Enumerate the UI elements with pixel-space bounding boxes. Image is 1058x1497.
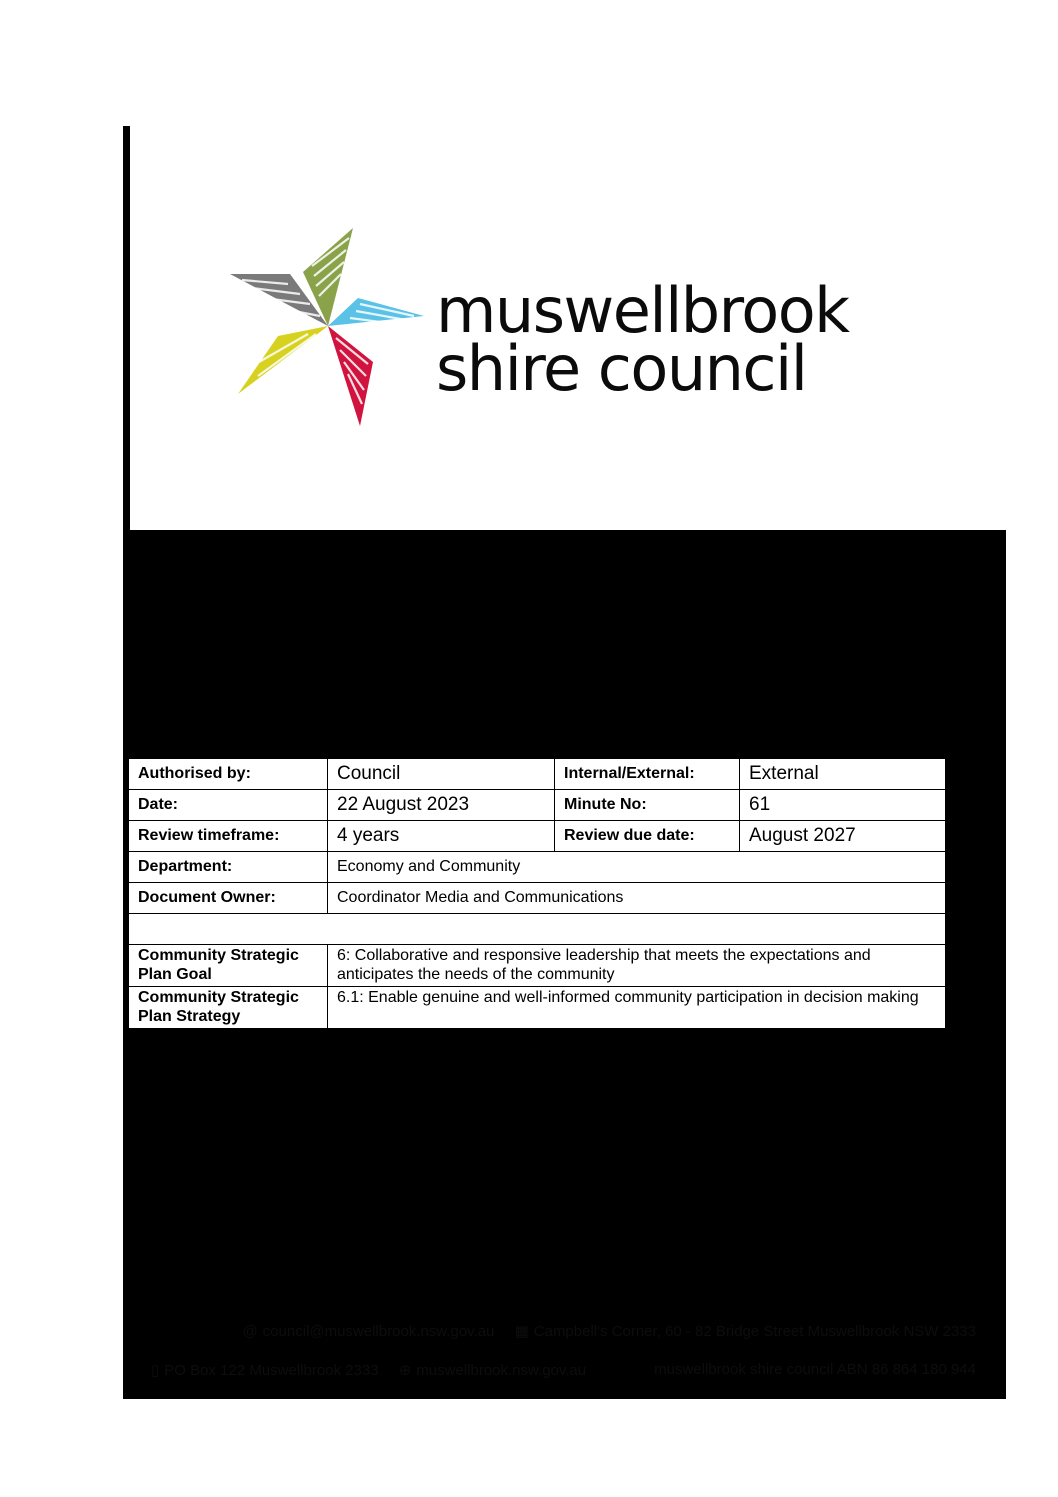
table-row — [129, 883, 946, 914]
document-owner-label: Document Owner: — [129, 883, 328, 914]
minute-no-label: Minute No: — [555, 790, 740, 821]
minute-no-value: 61 — [740, 790, 946, 821]
review-timeframe-value: 4 years — [328, 821, 555, 852]
table-row-empty — [129, 914, 946, 945]
internal-external-label: Internal/External: — [555, 759, 740, 790]
table-row — [129, 852, 946, 883]
page-footer — [123, 1310, 1006, 1390]
date-label: Date: — [129, 790, 328, 821]
footer-row-2-left — [135, 1361, 586, 1379]
cover-left-rule — [123, 126, 130, 530]
empty-cell — [129, 914, 946, 945]
department-value: Economy and Community — [328, 852, 946, 883]
globe-icon: ⊕ — [398, 1362, 412, 1379]
review-timeframe-label: Review timeframe: — [129, 821, 328, 852]
council-wordmark — [436, 274, 916, 405]
csp-goal-label: Community Strategic Plan Goal — [129, 945, 328, 987]
table-row — [129, 821, 946, 852]
footer-row-2-right — [654, 1361, 976, 1378]
wordmark-line-1: muswellbrook — [436, 274, 849, 347]
wordmark-line-2: shire council — [436, 332, 807, 405]
document-owner-value: Coordinator Media and Communications — [328, 883, 946, 914]
department-label: Department: — [129, 852, 328, 883]
footer-address: Campbell's Corner, 60 - 82 Bridge Street Muswellbrook NSW 2333 — [533, 1323, 976, 1340]
internal-external-value: External — [740, 759, 946, 790]
csp-strategy-label: Community Strategic Plan Strategy — [129, 987, 328, 1029]
csp-goal-value: 6: Collaborative and responsive leadership that meets the expectations and anticipates the needs of the community — [328, 945, 946, 987]
footer-email[interactable]: council@muswellbrook.nsw.gov.au — [262, 1323, 495, 1340]
table-row — [129, 987, 946, 1029]
document-control-table — [128, 758, 946, 1029]
footer-website[interactable]: muswellbrook.nsw.gov.au — [416, 1362, 587, 1379]
council-star-logo-icon — [228, 226, 428, 428]
building-icon: ▦ — [514, 1323, 529, 1340]
review-due-date-value: August 2027 — [740, 821, 946, 852]
date-value: 22 August 2023 — [328, 790, 555, 821]
authorised-by-value: Council — [328, 759, 555, 790]
footer-po-box: PO Box 122 Muswellbrook 2333 — [164, 1362, 379, 1379]
review-due-date-label: Review due date: — [555, 821, 740, 852]
table-row — [129, 759, 946, 790]
csp-strategy-value: 6.1: Enable genuine and well-informed community participation in decision making — [328, 987, 946, 1029]
footer-row-1 — [226, 1322, 976, 1340]
table-row — [129, 790, 946, 821]
footer-abn: muswellbrook shire council ABN 86 864 180 944 — [654, 1361, 976, 1378]
table-row — [129, 945, 946, 987]
authorised-by-label: Authorised by: — [129, 759, 328, 790]
phone-icon: ▯ — [151, 1362, 160, 1379]
email-icon: @ — [242, 1323, 258, 1340]
